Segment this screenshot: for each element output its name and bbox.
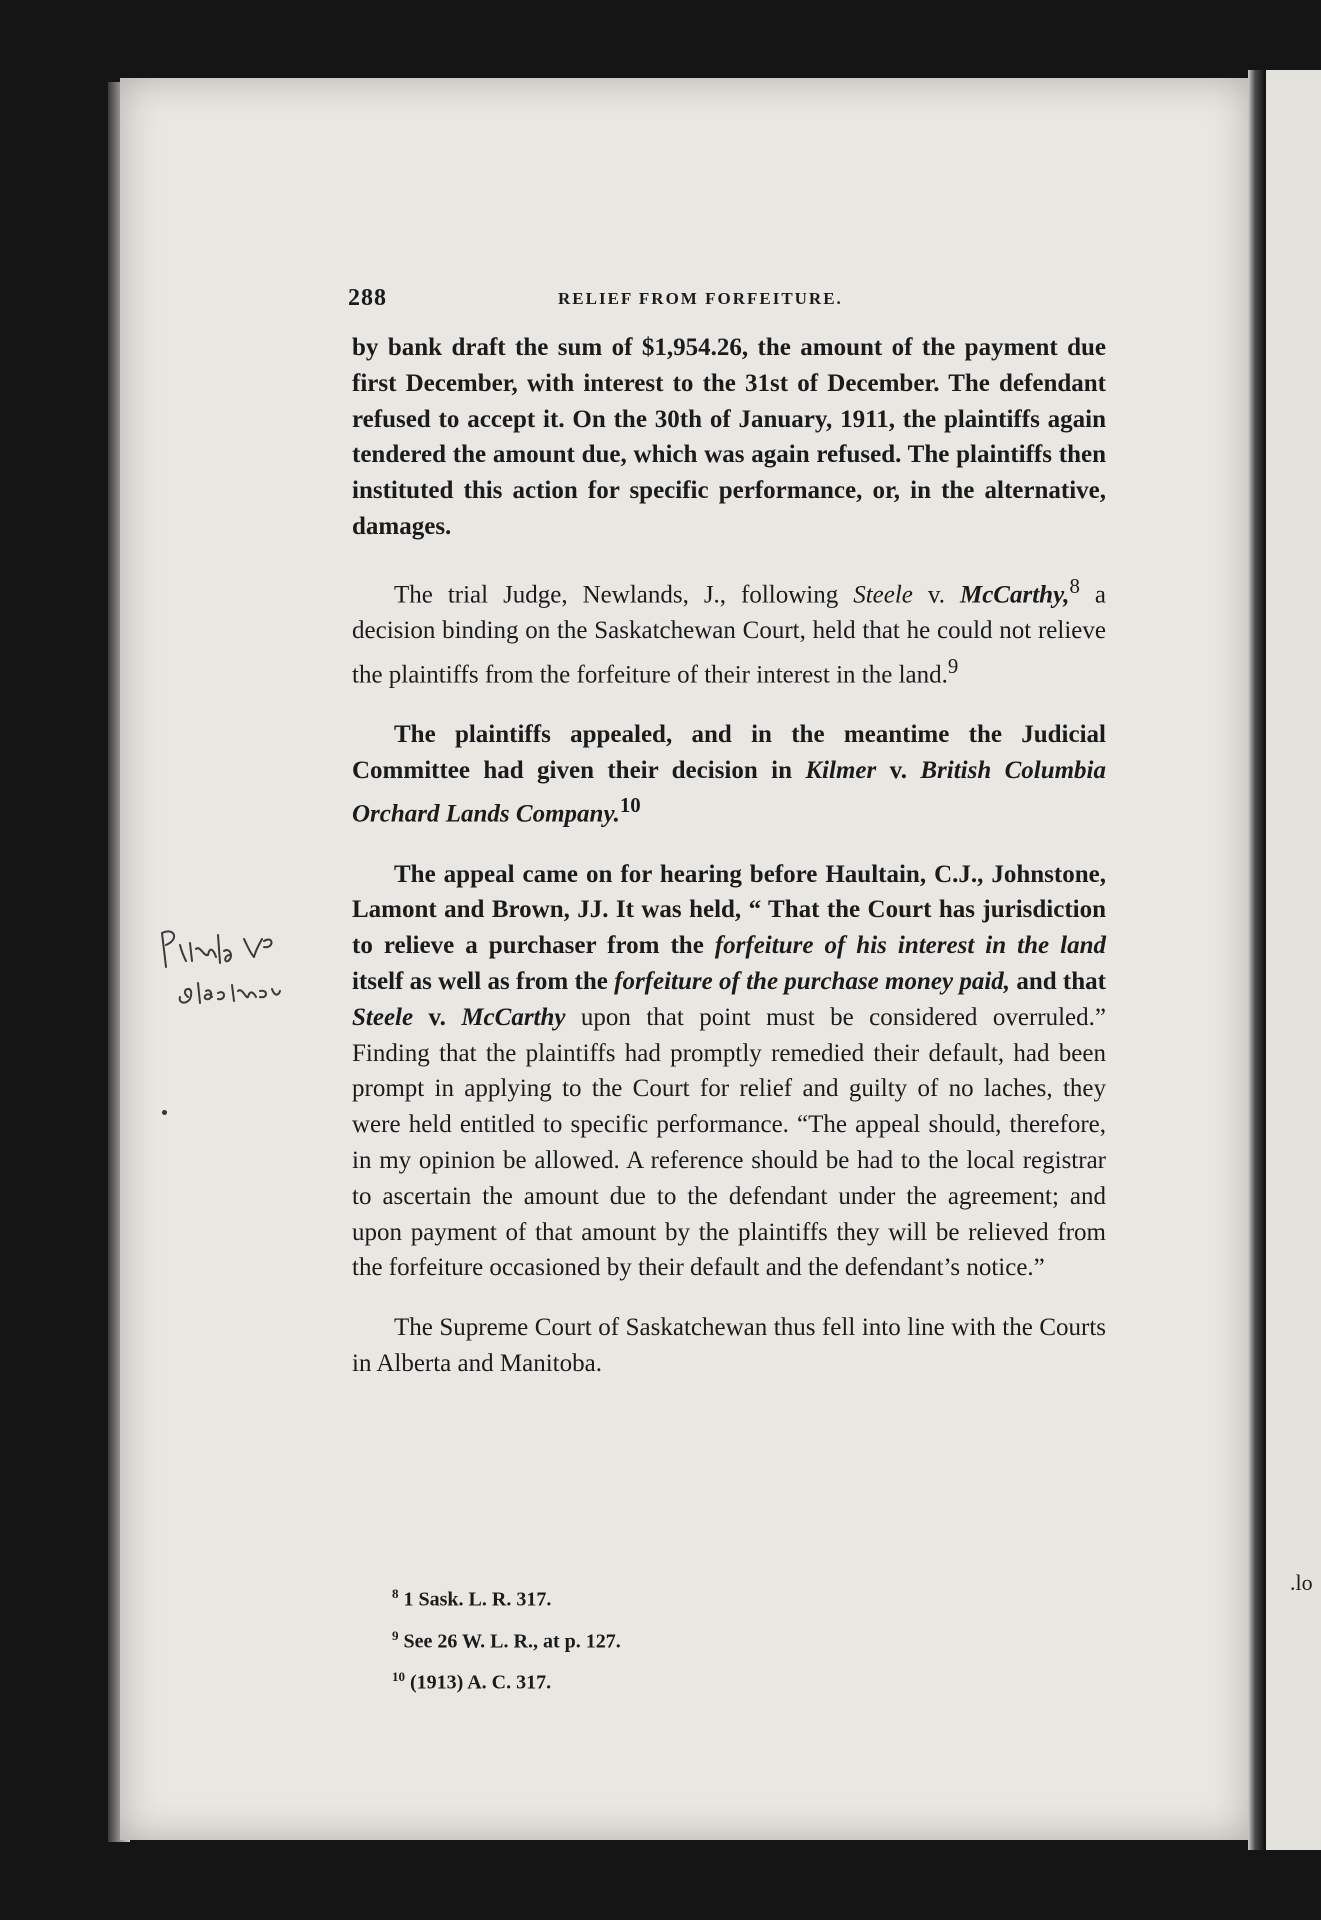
page-number: 288 — [348, 285, 387, 311]
paragraph-4-text: The appeal came on for hearing before Haultain, C.J., Johnstone, Lamont and Brown, JJ. It was held, “ That the Court has jurisdiction to relieve a purchaser from the — [352, 860, 1106, 960]
footnotes — [392, 1576, 892, 1701]
handwritten-margin-note — [150, 905, 320, 1015]
paragraph-3-text: The plaintiffs appealed, and in the meantime the Judicial Committee had given their decision in — [352, 720, 1106, 784]
paragraph-2-text: The trial Judge, Newlands, J., following — [394, 581, 854, 609]
paragraph-5 — [352, 1310, 1106, 1382]
footnote-mark: 8 — [392, 1586, 399, 1601]
footnote-ref: 8 — [1069, 573, 1080, 598]
case-name: Kilmer — [805, 756, 877, 784]
case-name: McCarthy — [461, 1003, 566, 1031]
book-gutter — [1248, 70, 1266, 1850]
paragraph-4-text: and that — [1010, 967, 1106, 995]
versus: v. — [876, 756, 921, 784]
paragraph-4-text: upon that point must be considered overruled.” Finding that the plaintiffs had promptly remedied their default, had been prompt in applying to the Court for relief and guilty of no laches, they were held entitled to specific performance. “The appeal should, therefore, in my opinion be allowed. A reference should be had to the local registrar to ascertain the amount due to the defendant under the agreement; and upon payment of that amount by the plaintiffs they will be relieved from the forfeiture occasioned by their default and the defendant’s notice.” — [352, 1003, 1106, 1282]
page-header — [348, 285, 1068, 325]
paragraph-1 — [352, 330, 1106, 545]
versus: v. — [912, 581, 960, 609]
footnote-ref: 9 — [947, 653, 959, 678]
case-name: McCarthy, — [959, 581, 1070, 609]
paragraph-4-text: itself as well as from the — [352, 967, 615, 995]
footnote-mark: 9 — [392, 1627, 399, 1643]
page-body — [352, 330, 1106, 1406]
facing-page-fragment: .lo — [1290, 1570, 1313, 1595]
footnote — [392, 1659, 892, 1701]
footnote-text: 1 Sask. L. R. 317. — [403, 1588, 552, 1611]
footnote-text: (1913) A. C. 317. — [410, 1671, 552, 1694]
ink-dot — [162, 1110, 167, 1115]
emphasis: forfeiture of his interest in the land — [714, 932, 1106, 960]
case-name: Steele — [853, 581, 913, 609]
paragraph-2-text: a decision binding on the Saskatchewan Court, held that he could not relieve the plaintiffs from the forfeiture of their interest in the land. — [352, 581, 1106, 689]
running-head: RELIEF FROM FORFEITURE. — [558, 289, 843, 308]
footnote — [392, 1618, 892, 1660]
paragraph-2 — [352, 569, 1106, 693]
paragraph-5-text: The Supreme Court of Saskatchewan thus fell into line with the Courts in Alberta and Manitoba. — [352, 1314, 1106, 1377]
footnote-mark: 10 — [392, 1669, 405, 1685]
emphasis: forfeiture of the purchase money paid, — [614, 967, 1011, 995]
footnote-ref: 10 — [619, 793, 641, 818]
footnote — [392, 1576, 892, 1618]
footnote-text: See 26 W. L. R., at p. 127. — [403, 1630, 621, 1653]
case-name: British Columbia Orchard Lands Company. — [352, 756, 1107, 828]
case-name: Steele — [352, 1003, 414, 1031]
paragraph-4 — [352, 857, 1106, 1287]
versus: v. — [413, 1003, 462, 1031]
paragraph-1-text: by bank draft the sum of $1,954.26, the amount of the payment due first December, with interest to the 31st of December. The defendant refused to accept it. On the 30th of January, 1911, the plaintiffs again tendered the amount due, which was again refused. The plaintiffs then instituted this action for specific performance, or, in the alternative, damages. — [352, 334, 1106, 540]
paragraph-3 — [352, 717, 1106, 833]
